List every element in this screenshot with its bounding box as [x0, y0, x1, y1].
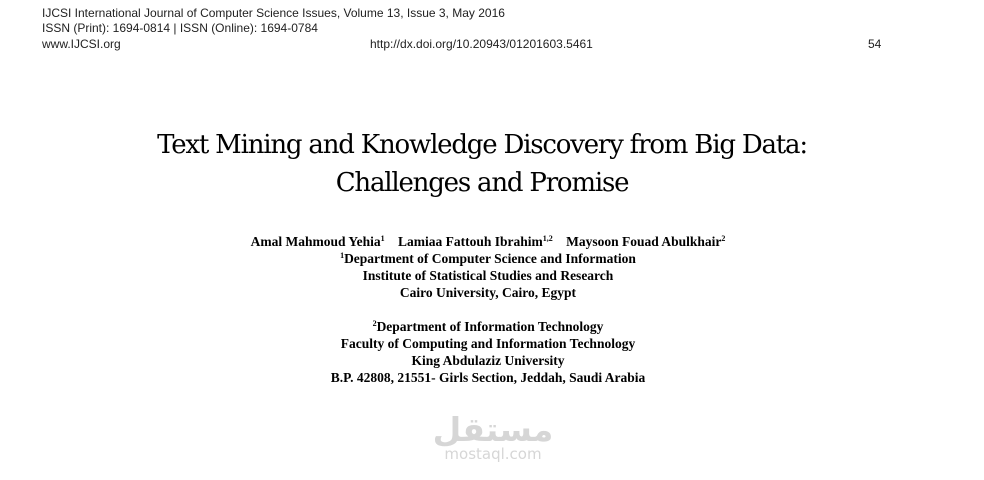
mostaql-watermark	[428, 412, 558, 463]
author-affil-marker: 1	[380, 234, 385, 243]
affiliation-line	[0, 250, 976, 267]
affiliation-2	[0, 318, 976, 386]
author	[566, 234, 725, 249]
affiliation-line: Faculty of Computing and Information Technology	[340, 336, 636, 351]
affiliation-marker: 2	[372, 319, 377, 328]
doi-link: http://dx.doi.org/10.20943/01201603.5461	[370, 37, 593, 51]
author-name: Maysoon Fouad Abulkhair	[566, 234, 722, 249]
affiliation-department: Department of Computer Science and Information	[344, 251, 636, 266]
journal-website: www.IJCSI.org	[42, 37, 121, 51]
affiliation-line	[0, 318, 976, 335]
author	[251, 234, 385, 249]
author-affil-marker: 2	[721, 234, 726, 243]
watermark-arabic: مستقل	[432, 410, 554, 449]
watermark-latin: mostaql.com	[444, 445, 542, 463]
journal-header: IJCSI International Journal of Computer Science Issues, Volume 13, Issue 3, May 2016	[42, 6, 505, 20]
author-affil-marker: 1,2	[542, 234, 553, 243]
issn-line: ISSN (Print): 1694-0814 | ISSN (Online): 1694-0784	[42, 21, 318, 35]
affiliation-marker: 1	[340, 251, 345, 260]
affiliation-department: Department of Information Technology	[376, 319, 604, 334]
paper-title	[0, 126, 964, 202]
page-number: 54	[868, 37, 882, 51]
author-name: Amal Mahmoud Yehia	[250, 234, 381, 249]
affiliation-1	[0, 250, 976, 301]
author	[398, 234, 553, 249]
affiliation-line: B.P. 42808, 21551- Girls Section, Jeddah, Saudi Arabia	[330, 370, 646, 385]
title-line-1: Text Mining and Knowledge Discovery from Big Data:	[157, 130, 807, 160]
author-name: Lamiaa Fattouh Ibrahim	[397, 234, 543, 249]
title-line-2: Challenges and Promise	[335, 168, 629, 198]
author-list	[0, 233, 976, 250]
affiliation-line: King Abdulaziz University	[411, 353, 565, 368]
affiliation-line: Cairo University, Cairo, Egypt	[399, 285, 577, 300]
affiliation-line: Institute of Statistical Studies and Research	[362, 268, 614, 283]
